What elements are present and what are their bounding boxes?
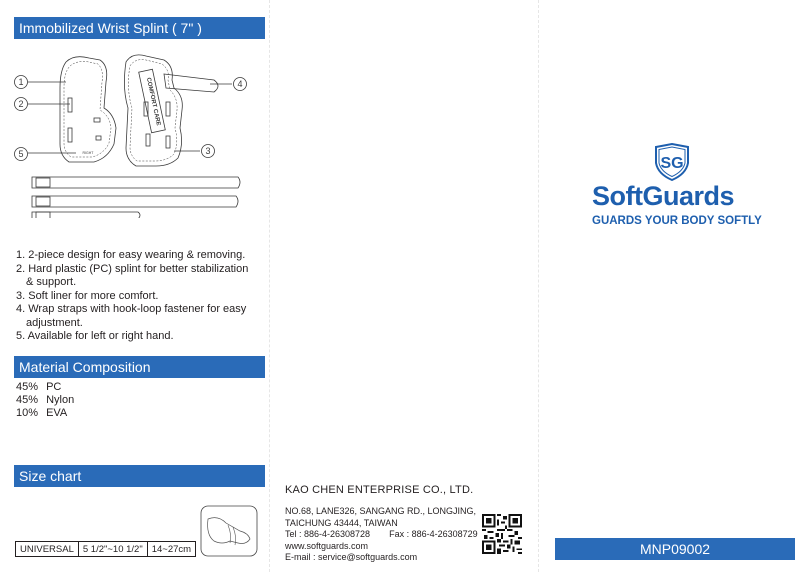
fold-line-left <box>269 0 270 572</box>
material-title: Material Composition <box>19 359 151 375</box>
product-title: Immobilized Wrist Splint ( 7" ) <box>19 20 202 36</box>
material-title-bar <box>14 356 265 378</box>
size-chart-title: Size chart <box>19 468 82 484</box>
email-link[interactable]: E-mail : service@softguards.com <box>285 552 418 562</box>
material-row: 45% Nylon <box>16 394 75 406</box>
callout-3-number: 3 <box>205 146 211 156</box>
website-link[interactable]: www.softguards.com <box>285 540 369 551</box>
company-contact <box>285 506 478 564</box>
feature-item: 5. Available for left or right hand. <box>16 330 174 342</box>
address-line-2: TAICHUNG 43444, TAIWAN <box>285 517 398 528</box>
size-name: UNIVERSAL <box>16 542 79 557</box>
table-row <box>16 542 196 557</box>
feature-list <box>16 249 256 344</box>
product-title-bar <box>14 17 265 39</box>
callout-5-number: 5 <box>18 149 24 159</box>
shield-letters: SG <box>660 155 684 172</box>
fold-line-right <box>538 0 539 572</box>
model-code-bar <box>555 538 795 560</box>
feature-item: 2. Hard plastic (PC) splint for better stabilization & support. <box>16 262 249 288</box>
fax: Fax : 886-4-26308729 <box>389 529 478 539</box>
size-chart-table <box>15 541 196 557</box>
brand-name: SoftGuards <box>592 181 735 211</box>
material-row: 10% EVA <box>16 407 68 419</box>
strap-2 <box>32 196 238 207</box>
comfort-care-label: COMFORT CARE <box>144 77 162 127</box>
strap-3 <box>32 212 140 218</box>
callout-4-number: 4 <box>237 79 243 89</box>
size-cm: 14~27cm <box>147 542 195 557</box>
size-inches: 5 1/2"~10 1/2" <box>78 542 147 557</box>
feature-item: 3. Soft liner for more comfort. <box>16 289 159 302</box>
feature-item: 1. 2-piece design for easy wearing & removing. <box>16 249 246 261</box>
material-row: 45% PC <box>16 381 62 393</box>
size-chart-title-bar <box>14 465 265 487</box>
material-list <box>16 381 74 420</box>
address-line-1: NO.68, LANE326, SANGANG RD., LONGJING, <box>285 506 477 516</box>
callout-1-number: 1 <box>18 77 24 87</box>
model-code: MNP09002 <box>639 541 711 557</box>
qr-code <box>482 514 522 554</box>
softguards-shield-logo <box>652 143 692 181</box>
callout-2-number: 2 <box>18 99 24 109</box>
splint-diagram <box>14 48 254 218</box>
tel: Tel : 886-4-26308728 <box>285 529 371 539</box>
company-name: KAO CHEN ENTERPRISE CO., LTD. <box>285 484 474 496</box>
feature-item: 4. Wrap straps with hook-loop fastener for easy adjustment. <box>16 303 247 329</box>
strap-1 <box>32 177 240 188</box>
brand-tagline: GUARDS YOUR BODY SOFTLY <box>592 215 762 227</box>
wrist-measure-icon <box>200 505 258 557</box>
right-label: RIGHT <box>82 151 94 155</box>
